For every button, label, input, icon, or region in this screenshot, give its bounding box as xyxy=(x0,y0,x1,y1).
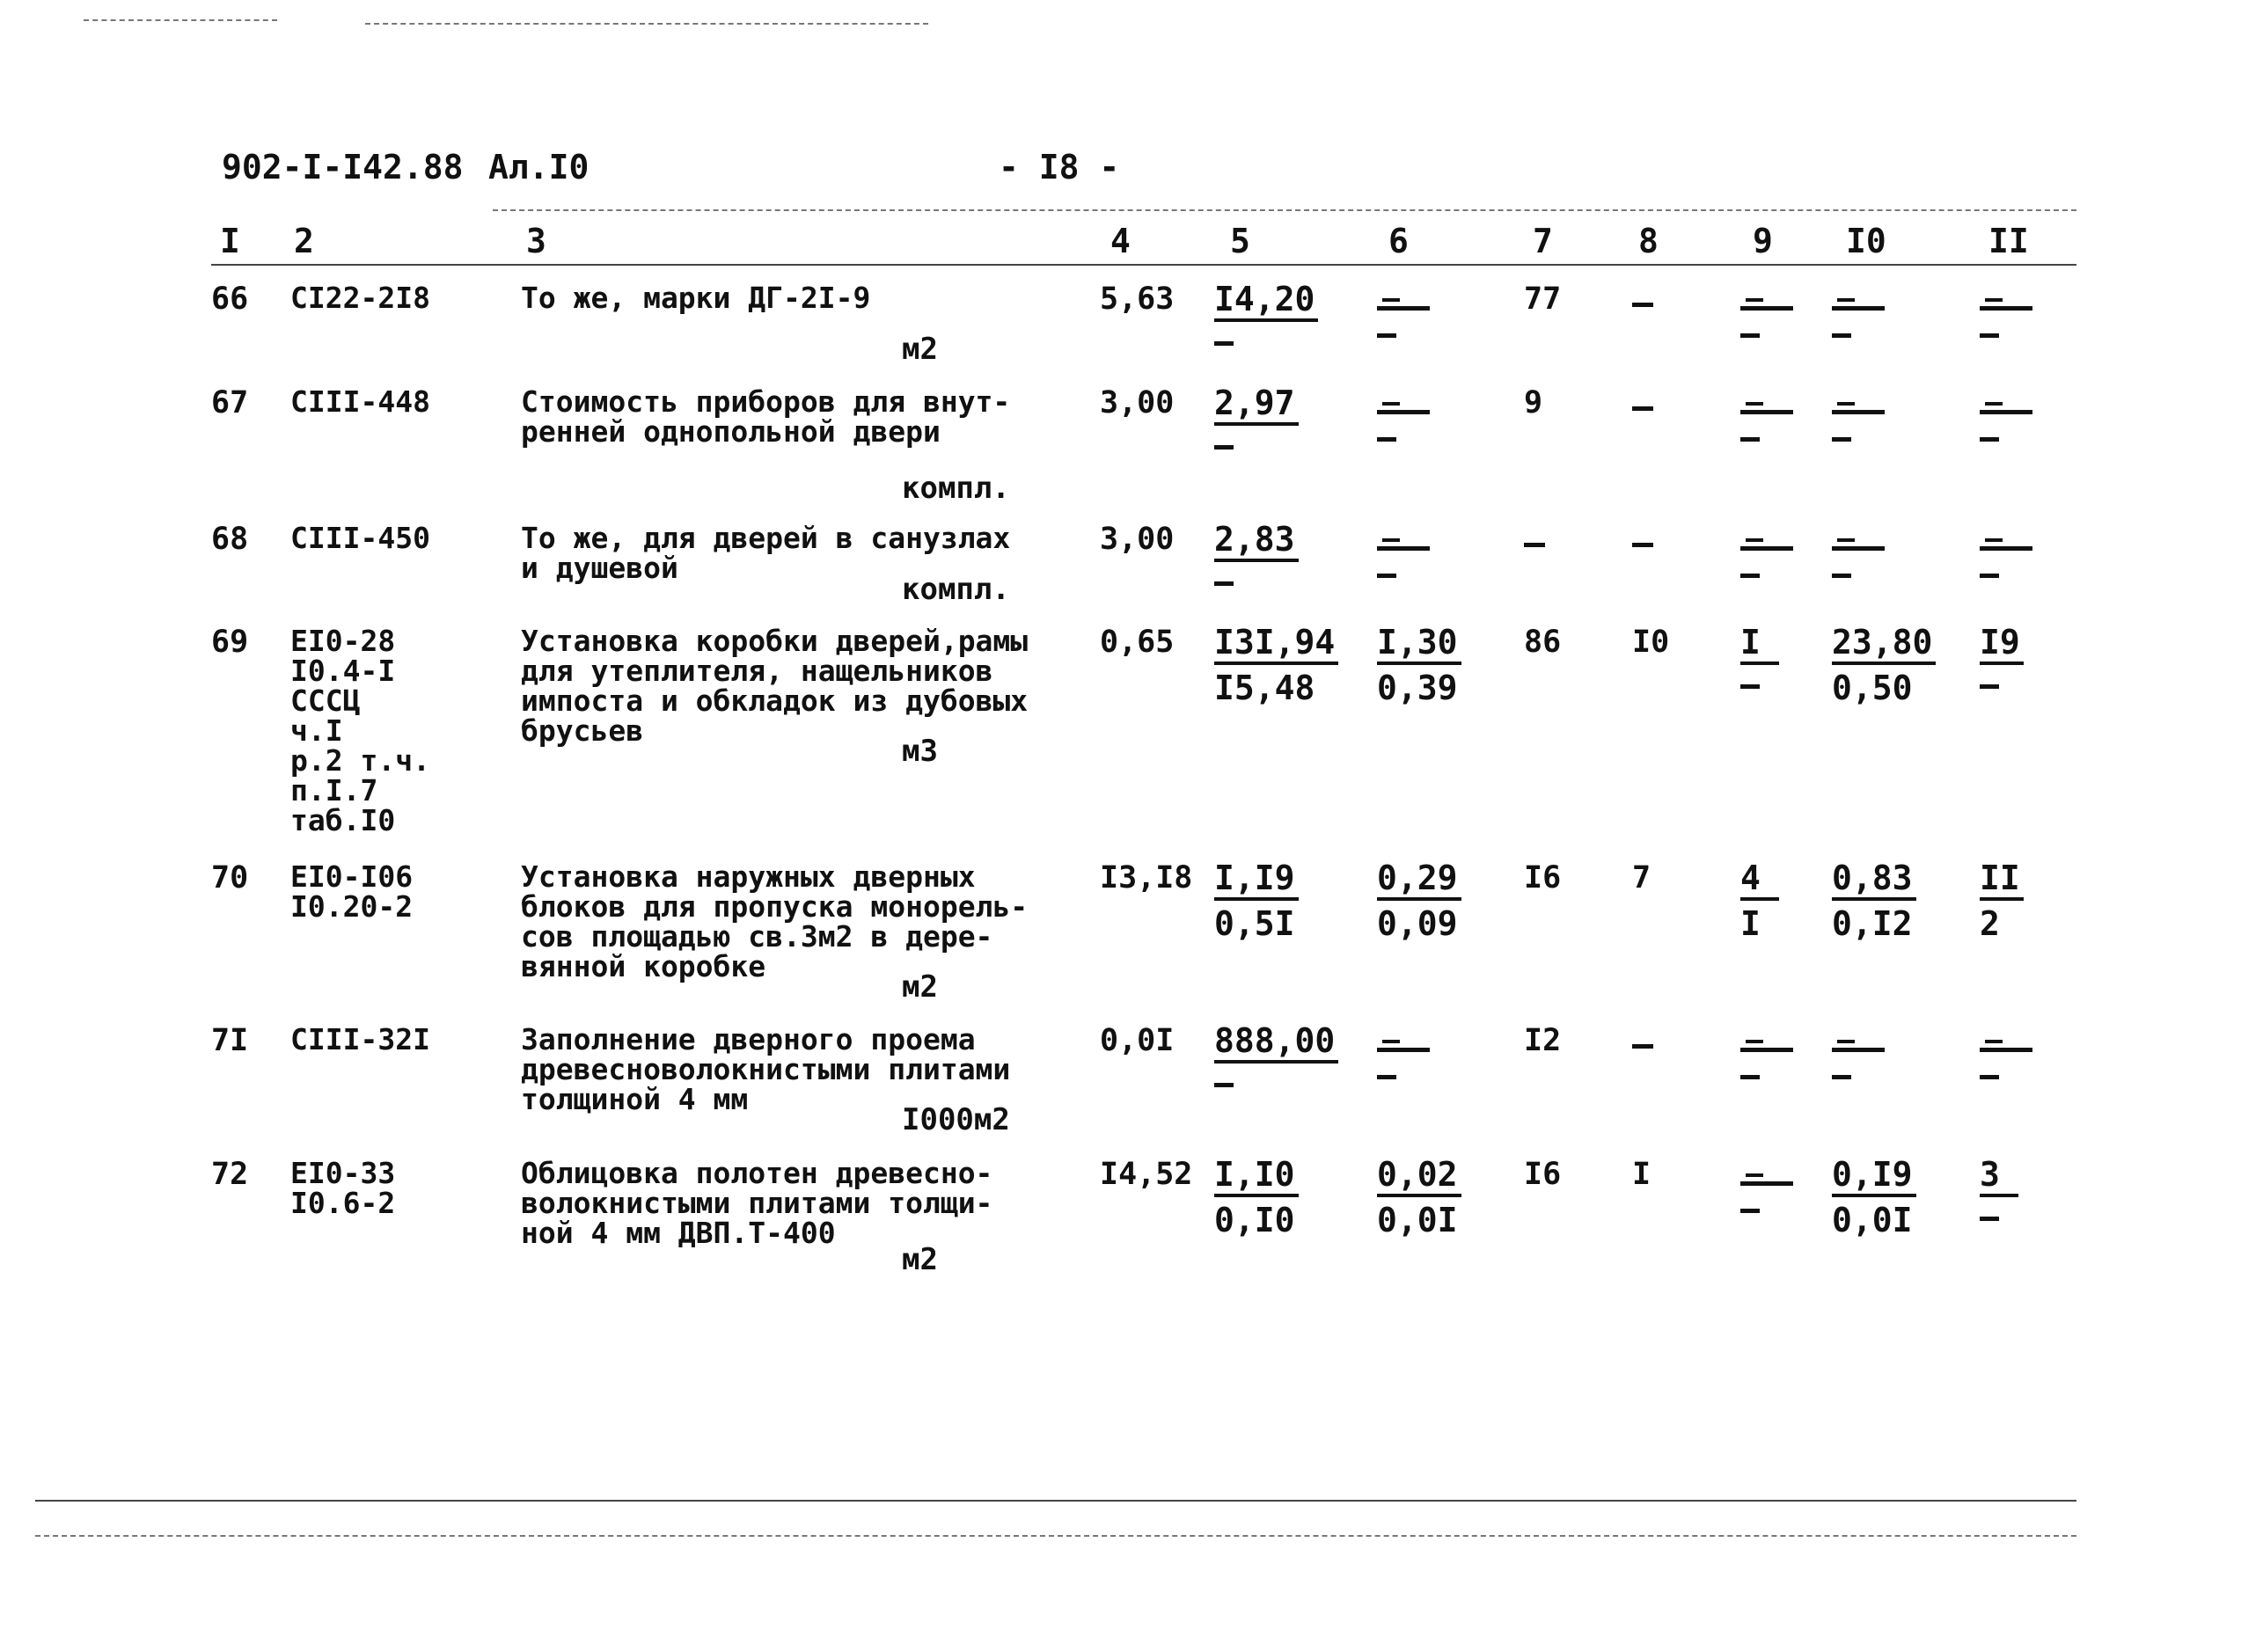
c11-cell xyxy=(1980,522,2032,578)
header-rule xyxy=(493,209,2076,211)
c6-cell xyxy=(1377,385,1430,442)
c4-value: 3,00 xyxy=(1100,385,1175,420)
c8-value: 7 xyxy=(1632,860,1651,895)
c6-bottom-value: 0,0I xyxy=(1377,1201,1458,1239)
c11-top-dash xyxy=(1980,546,2032,551)
col-2: 2 xyxy=(294,222,314,260)
c10-bottom-value: 0,0I xyxy=(1832,1201,1913,1239)
c5-cell xyxy=(1214,860,1299,943)
c11-bottom-dash xyxy=(1980,684,1999,689)
c6-top-dash xyxy=(1377,306,1430,311)
norm-code: EI0-28 I0.4-I СССЦ ч.I р.2 т.ч. п.I.7 таб.I0 xyxy=(290,624,430,837)
c11-top-dash xyxy=(1980,410,2032,414)
c9-cell xyxy=(1740,281,1793,338)
unit-of-measure: м2 xyxy=(902,969,938,1005)
c9-bottom-dash xyxy=(1740,437,1760,442)
c11-bottom-value: 2 xyxy=(1980,904,2000,943)
c5-cell xyxy=(1214,625,1338,707)
c6-top-dash xyxy=(1377,546,1430,551)
c7-dash xyxy=(1524,543,1545,547)
c6-bottom-value: 0,09 xyxy=(1377,904,1458,943)
c10-top-dash xyxy=(1832,546,1885,551)
c6-top-value: I,30 xyxy=(1377,625,1461,665)
col-6: 6 xyxy=(1388,222,1409,260)
c10-top-value: 23,80 xyxy=(1832,625,1936,665)
c6-bottom-dash xyxy=(1377,333,1396,338)
c8-dash xyxy=(1632,543,1653,547)
c6-cell xyxy=(1377,860,1461,943)
c8-dash xyxy=(1632,406,1653,411)
c9-cell xyxy=(1740,385,1793,442)
c9-top-value: I xyxy=(1740,625,1779,665)
col-3: 3 xyxy=(526,222,546,260)
norm-code: CIII-448 xyxy=(290,384,430,419)
album-label: Ал.I0 xyxy=(488,148,590,186)
c9-top-value: 4 xyxy=(1740,860,1779,901)
scan-rule xyxy=(84,19,277,21)
c11-top-value: II xyxy=(1980,860,2024,901)
c8-dash xyxy=(1632,1044,1653,1049)
norm-code: EI0-I06 I0.20-2 xyxy=(290,859,414,924)
c5-cell xyxy=(1214,522,1299,586)
c11-top-value: 3 xyxy=(1980,1157,2018,1197)
unit-of-measure: м2 xyxy=(902,1242,938,1277)
c11-cell xyxy=(1980,860,2024,943)
bottom-rule xyxy=(35,1500,2076,1502)
c9-cell xyxy=(1740,625,1779,689)
c5-top-value: I4,20 xyxy=(1214,281,1318,322)
col-4: 4 xyxy=(1110,222,1131,260)
c9-top-dash xyxy=(1740,1181,1793,1186)
c9-bottom-dash xyxy=(1740,333,1760,338)
c7-value: I6 xyxy=(1524,860,1562,895)
c10-top-value: 0,83 xyxy=(1832,860,1916,901)
c5-bottom-dash xyxy=(1214,1083,1234,1087)
c10-bottom-dash xyxy=(1832,574,1851,578)
c6-cell xyxy=(1377,281,1430,338)
c7-value: 9 xyxy=(1524,385,1543,420)
c10-top-dash xyxy=(1832,410,1885,414)
c6-bottom-dash xyxy=(1377,574,1396,578)
norm-code: CIII-450 xyxy=(290,521,430,555)
c10-bottom-value: 0,50 xyxy=(1832,669,1913,707)
c10-cell xyxy=(1832,281,1885,338)
col-1: I xyxy=(220,222,240,260)
c11-bottom-dash xyxy=(1980,1075,1999,1079)
c5-bottom-value: 0,I0 xyxy=(1214,1201,1295,1239)
c10-cell xyxy=(1832,1157,1916,1239)
c5-top-value: 2,97 xyxy=(1214,385,1299,426)
unit-of-measure: м2 xyxy=(902,332,938,367)
work-description: Установка наружных дверных блоков для пропуска монорель- сов площадью св.3м2 в дере- вянной коробке xyxy=(521,859,1029,983)
c7-value: I6 xyxy=(1524,1157,1562,1192)
c7-value: 86 xyxy=(1524,625,1562,660)
c11-bottom-dash xyxy=(1980,574,1999,578)
c6-cell xyxy=(1377,522,1430,578)
c4-value: 5,63 xyxy=(1100,281,1175,317)
c10-top-value: 0,I9 xyxy=(1832,1157,1916,1197)
row-number: 69 xyxy=(211,625,249,660)
c5-top-value: 2,83 xyxy=(1214,522,1299,562)
c6-top-dash xyxy=(1377,410,1430,414)
c6-cell xyxy=(1377,1157,1461,1239)
c9-bottom-value: I xyxy=(1740,904,1761,943)
c10-cell xyxy=(1832,385,1885,442)
unit-of-measure: I000м2 xyxy=(902,1102,1010,1137)
work-description: Установка коробки дверей,рамы для утеплителя, нащельников импоста и обкладок из дубовых брусьев xyxy=(521,624,1029,748)
c10-bottom-dash xyxy=(1832,1075,1851,1079)
c11-bottom-dash xyxy=(1980,333,1999,338)
c5-top-value: I,I9 xyxy=(1214,860,1299,901)
work-description: То же, марки ДГ-2I-9 xyxy=(521,281,871,315)
c6-top-value: 0,29 xyxy=(1377,860,1461,901)
c9-cell xyxy=(1740,1157,1793,1213)
c11-cell xyxy=(1980,1023,2032,1079)
c6-top-dash xyxy=(1377,1048,1430,1052)
c10-bottom-dash xyxy=(1832,437,1851,442)
c5-bottom-value: I5,48 xyxy=(1214,669,1315,707)
c5-bottom-value: 0,5I xyxy=(1214,904,1295,943)
col-8: 8 xyxy=(1638,222,1659,260)
row-number: 67 xyxy=(211,385,249,420)
work-description: То же, для дверей в санузлах и душевой xyxy=(521,521,1011,585)
c5-bottom-dash xyxy=(1214,581,1234,586)
c5-bottom-dash xyxy=(1214,341,1234,346)
c9-top-dash xyxy=(1740,410,1793,414)
work-description: Заполнение дверного проема древесноволокнистыми плитами толщиной 4 мм xyxy=(521,1022,1011,1116)
c11-cell xyxy=(1980,281,2032,338)
work-description: Облицовка полотен древесно- волокнистыми плитами толщи- ной 4 мм ДВП.Т-400 xyxy=(521,1156,993,1250)
c10-cell xyxy=(1832,522,1885,578)
c7-value: I2 xyxy=(1524,1023,1562,1058)
c9-bottom-dash xyxy=(1740,684,1760,689)
norm-code: CI22-2I8 xyxy=(290,281,430,315)
c9-cell xyxy=(1740,1023,1793,1079)
c9-bottom-dash xyxy=(1740,1209,1760,1213)
c9-bottom-dash xyxy=(1740,574,1760,578)
col-5: 5 xyxy=(1230,222,1250,260)
c6-bottom-dash xyxy=(1377,437,1396,442)
c6-top-value: 0,02 xyxy=(1377,1157,1461,1197)
c10-bottom-value: 0,I2 xyxy=(1832,904,1913,943)
c5-bottom-dash xyxy=(1214,445,1234,450)
c7-value: 77 xyxy=(1524,281,1562,317)
c9-cell xyxy=(1740,860,1779,943)
row-number: 70 xyxy=(211,860,249,895)
unit-of-measure: компл. xyxy=(902,471,1010,506)
c11-cell xyxy=(1980,385,2032,442)
column-rule xyxy=(211,264,2076,266)
c5-cell xyxy=(1214,281,1318,346)
col-9: 9 xyxy=(1753,222,1773,260)
c9-top-dash xyxy=(1740,1048,1793,1052)
c6-cell xyxy=(1377,1023,1430,1079)
c6-bottom-dash xyxy=(1377,1075,1396,1079)
c5-cell xyxy=(1214,1023,1338,1087)
c8-value: I0 xyxy=(1632,625,1670,660)
col-7: 7 xyxy=(1533,222,1553,260)
c11-bottom-dash xyxy=(1980,1217,1999,1221)
row-number: 72 xyxy=(211,1157,249,1192)
c9-top-dash xyxy=(1740,306,1793,311)
col-11: II xyxy=(1988,222,2029,260)
c8-value: I xyxy=(1632,1157,1651,1192)
row-number: 68 xyxy=(211,522,249,557)
c10-top-dash xyxy=(1832,306,1885,311)
row-number: 7I xyxy=(211,1023,249,1058)
norm-code: EI0-33 I0.6-2 xyxy=(290,1156,396,1220)
c5-top-value: I3I,94 xyxy=(1214,625,1338,665)
row-number: 66 xyxy=(211,281,249,317)
work-description: Стоимость приборов для внут- ренней однопольной двери xyxy=(521,384,1011,449)
c11-top-value: I9 xyxy=(1980,625,2024,665)
c11-bottom-dash xyxy=(1980,437,1999,442)
unit-of-measure: компл. xyxy=(902,572,1010,607)
doc-code: 902-I-I42.88 xyxy=(222,148,464,186)
page-number: - I8 - xyxy=(999,148,1120,186)
c5-cell xyxy=(1214,385,1299,450)
c8-dash xyxy=(1632,303,1653,307)
c10-cell xyxy=(1832,1023,1885,1079)
col-10: I0 xyxy=(1846,222,1886,260)
c4-value: I3,I8 xyxy=(1100,860,1193,895)
c10-cell xyxy=(1832,625,1936,707)
unit-of-measure: м3 xyxy=(902,734,938,769)
c9-cell xyxy=(1740,522,1793,578)
c9-top-dash xyxy=(1740,546,1793,551)
c4-value: 3,00 xyxy=(1100,522,1175,557)
c6-bottom-value: 0,39 xyxy=(1377,669,1458,707)
c6-cell xyxy=(1377,625,1461,707)
c10-cell xyxy=(1832,860,1916,943)
c11-top-dash xyxy=(1980,1048,2032,1052)
bottom-rule-2 xyxy=(35,1535,2076,1537)
c11-cell xyxy=(1980,625,2024,689)
c5-top-value: I,I0 xyxy=(1214,1157,1299,1197)
c4-value: 0,65 xyxy=(1100,625,1175,660)
c11-top-dash xyxy=(1980,306,2032,311)
scan-rule xyxy=(365,23,928,25)
c4-value: 0,0I xyxy=(1100,1023,1175,1058)
c5-top-value: 888,00 xyxy=(1214,1023,1338,1064)
c10-bottom-dash xyxy=(1832,333,1851,338)
c4-value: I4,52 xyxy=(1100,1157,1193,1192)
norm-code: CIII-32I xyxy=(290,1022,430,1056)
c9-bottom-dash xyxy=(1740,1075,1760,1079)
c5-cell xyxy=(1214,1157,1299,1239)
c10-top-dash xyxy=(1832,1048,1885,1052)
c11-cell xyxy=(1980,1157,2018,1221)
